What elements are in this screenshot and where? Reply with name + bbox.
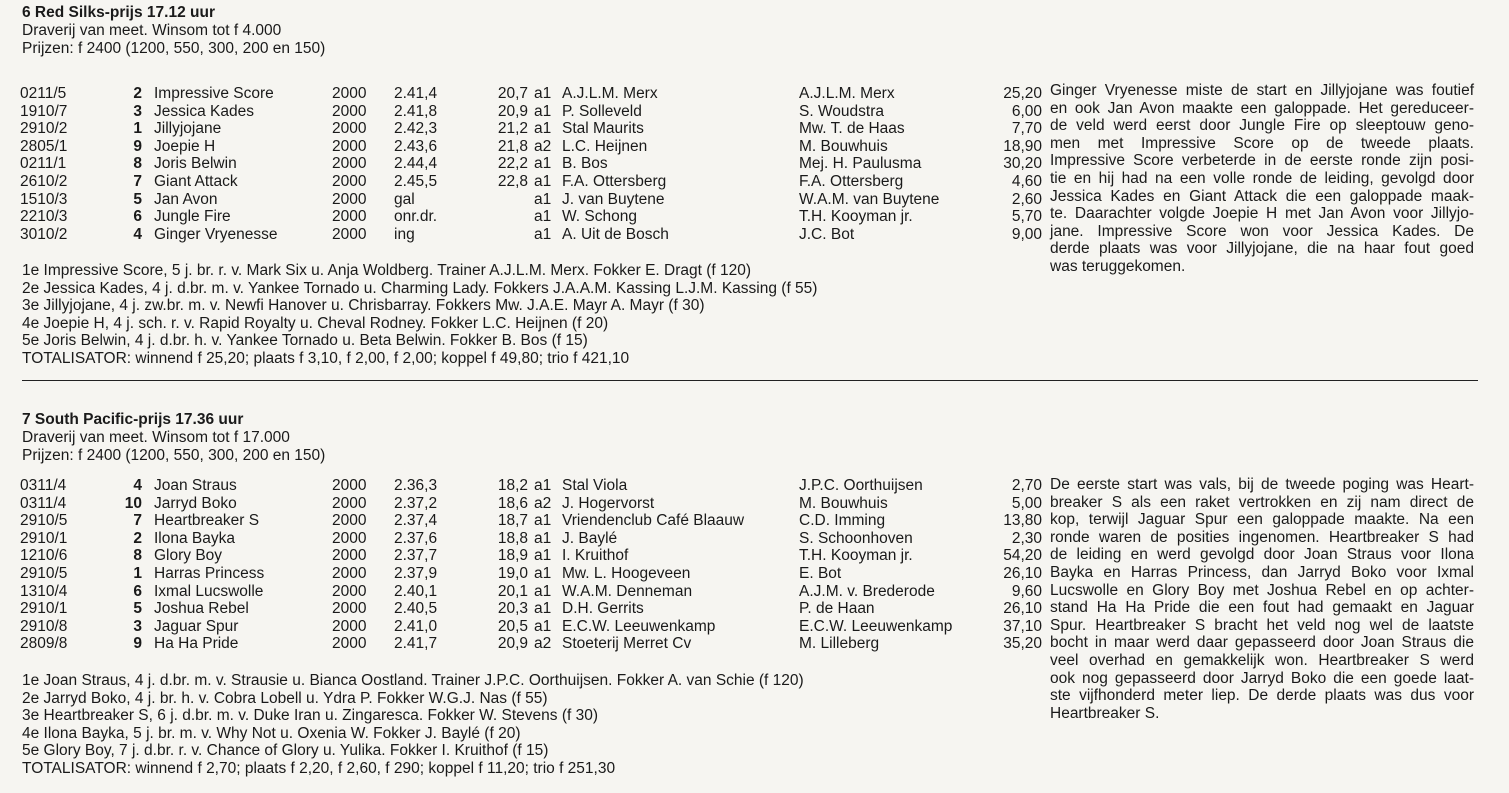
owner-cell: A.J.L.M. Merx [562, 85, 658, 102]
report-line: Lucswolle en Glory Boy met Joshua Rebel en op achter- [1050, 581, 1474, 599]
driver-cell: T.H. Kooyman jr. [799, 547, 913, 565]
time-cell: 2.36,3 [394, 477, 438, 494]
finisher-line: 2e Jarryd Boko, 4 j. br. h. v. Cobra Lobell u. Ydra P. Fokker W.G.J. Nas (f 55) [22, 689, 548, 707]
distance-cell: 2000 [332, 547, 367, 565]
last-result-cell: 0311/4 [20, 477, 67, 494]
horse-name-cell: Ginger Vryenesse [154, 225, 278, 243]
start-number-cell: 9 [133, 137, 142, 155]
report-line: en ook Jan Avon maakte een galoppade. Het gereduceer- [1050, 99, 1474, 117]
time-cell: 2.42,3 [394, 120, 438, 138]
odds-cell: 37,10 [1003, 617, 1042, 635]
driver-cell: S. Schoonhoven [799, 529, 913, 547]
driver-cell: C.D. Imming [799, 512, 886, 530]
km-time-cell: 20,9 [497, 635, 528, 653]
race-report [1050, 82, 1474, 276]
odds-cell: 18,90 [1003, 137, 1042, 155]
time-cell: ing [394, 225, 415, 243]
distance-cell: 2000 [332, 477, 367, 494]
start-number-cell: 4 [133, 477, 142, 494]
finisher-line: 4e Joepie H, 4 j. sch. r. v. Rapid Royalty u. Cheval Rodney. Fokker L.C. Heijnen (f 20) [22, 314, 609, 332]
report-line: was teruggekomen. [1050, 257, 1186, 275]
time-cell: 2.37,6 [394, 529, 438, 547]
table-row [20, 635, 1042, 653]
distance-cell: 2000 [332, 155, 367, 173]
owner-cell: I. Kruithof [562, 547, 629, 565]
driver-cell: A.J.L.M. Merx [799, 85, 895, 102]
last-result-cell: 1310/4 [20, 582, 68, 600]
horse-name-cell: Jaguar Spur [154, 617, 239, 635]
odds-cell: 2,30 [1011, 529, 1042, 547]
report-line: ronde waren de posities ingenomen. Heartbreaker S had [1050, 528, 1474, 546]
class-cell: a1 [534, 477, 552, 494]
start-number-cell: 2 [133, 529, 142, 547]
km-time-cell: 22,8 [497, 172, 528, 190]
km-time-cell [478, 208, 534, 226]
class-cell: a2 [534, 494, 552, 512]
km-time-cell: 18,9 [497, 547, 528, 565]
last-result-cell: 2910/1 [20, 600, 68, 618]
horse-name-cell: Jessica Kades [154, 102, 254, 120]
class-cell: a1 [534, 617, 552, 635]
table-row [20, 600, 1042, 618]
owner-cell: F.A. Ottersberg [562, 172, 667, 190]
km-time-cell: 22,2 [497, 155, 528, 173]
last-result-cell: 1910/7 [20, 102, 68, 120]
race-report [1050, 476, 1474, 722]
horse-name-cell: Joepie H [154, 137, 216, 155]
owner-cell: W.A.M. Denneman [562, 582, 693, 600]
driver-cell: A.J.M. v. Brederode [799, 582, 935, 600]
race-title: 7 South Pacific-prijs 17.36 uur [22, 411, 244, 428]
horse-name-cell: Giant Attack [154, 172, 238, 190]
report-line: veel overhad en gemakkelijk won. Heartbreaker S werd [1050, 651, 1474, 669]
table-row [20, 120, 1042, 138]
start-number-cell: 7 [133, 512, 142, 530]
odds-cell: 4,60 [1011, 172, 1042, 190]
report-line: Heartbreaker S. [1050, 704, 1160, 722]
odds-cell: 25,20 [1003, 85, 1042, 102]
driver-cell: M. Bouwhuis [799, 494, 888, 512]
odds-cell: 30,20 [1003, 155, 1042, 173]
owner-cell: P. Solleveld [562, 102, 642, 120]
km-time-cell: 21,8 [497, 137, 528, 155]
km-time-cell: 18,6 [497, 494, 528, 512]
distance-cell: 2000 [332, 529, 367, 547]
table-row [20, 138, 1042, 156]
last-result-cell: 3010/2 [20, 225, 68, 243]
start-number-cell: 3 [133, 102, 142, 120]
km-time-cell: 19,0 [497, 564, 528, 582]
distance-cell: 2000 [332, 208, 367, 226]
class-cell: a1 [534, 102, 552, 120]
last-result-cell: 2805/1 [20, 137, 68, 155]
distance-cell: 2000 [332, 512, 367, 530]
class-cell: a1 [534, 582, 552, 600]
report-line: stand Ha Ha Pride die een fout had gemaakt en Jaguar [1050, 599, 1474, 617]
time-cell: 2.40,1 [394, 582, 438, 600]
owner-cell: Stal Maurits [562, 120, 644, 138]
distance-cell: 2000 [332, 120, 367, 138]
table-row [20, 547, 1042, 565]
table-row [20, 530, 1042, 548]
last-result-cell: 2910/8 [20, 617, 68, 635]
table-row [20, 85, 1042, 103]
owner-cell: W. Schong [562, 208, 637, 226]
finisher-line: 2e Jessica Kades, 4 j. d.br. m. v. Yankee Tornado u. Charming Lady. Fokkers J.A.A.M. Kassing L.J.M. Kassing (f 55) [22, 279, 818, 297]
start-number-cell: 7 [133, 172, 142, 190]
last-result-cell: 2910/2 [20, 120, 68, 138]
results-table [20, 85, 1042, 243]
driver-cell: M. Lilleberg [799, 635, 880, 653]
driver-cell: E. Bot [799, 564, 842, 582]
finisher-line: 3e Heartbreaker S, 6 j. d.br. m. v. Duke Iran u. Zingaresca. Fokker W. Stevens (f 30) [22, 707, 599, 725]
class-cell: a1 [534, 172, 552, 190]
odds-cell: 7,70 [1011, 120, 1042, 138]
km-time-cell: 20,1 [497, 582, 528, 600]
owner-cell: L.C. Heijnen [562, 137, 648, 155]
start-number-cell: 9 [133, 635, 142, 653]
horse-name-cell: Jillyjojane [154, 120, 222, 138]
driver-cell: E.C.W. Leeuwenkamp [799, 617, 953, 635]
last-result-cell: 0211/5 [20, 85, 67, 102]
km-time-cell: 20,7 [497, 85, 528, 102]
km-time-cell: 20,3 [497, 600, 528, 618]
horse-name-cell: Ixmal Lucswolle [154, 582, 264, 600]
table-row [20, 583, 1042, 601]
table-row [20, 226, 1042, 244]
class-cell: a1 [534, 85, 552, 102]
owner-cell: Stoeterij Merret Cv [562, 635, 692, 653]
class-cell: a1 [534, 547, 552, 565]
time-cell: 2.44,4 [394, 155, 438, 173]
start-number-cell: 1 [133, 120, 142, 138]
finisher-line: 4e Ilona Bayka, 5 j. br. m. v. Why Not u. Oxenia W. Fokker J. Baylé (f 20) [22, 724, 521, 742]
driver-cell: P. de Haan [799, 600, 875, 618]
owner-cell: Mw. L. Hoogeveen [562, 564, 691, 582]
start-number-cell: 1 [133, 564, 142, 582]
last-result-cell: 2809/8 [20, 635, 68, 653]
odds-cell: 5,70 [1011, 208, 1042, 226]
report-line: te. Daarachter volgde Joepie H met Jan Avon voor Jillyjo- [1050, 205, 1474, 223]
last-result-cell: 2910/1 [20, 529, 68, 547]
report-line: Bayka en Harras Princess, dan Jarryd Boko voor Ixmal [1050, 563, 1474, 581]
section-divider [22, 380, 1478, 381]
class-cell: a2 [534, 635, 552, 653]
report-line: derde plaats was voor Jillyjojane, die na haar fout goed [1050, 240, 1474, 258]
distance-cell: 2000 [332, 225, 367, 243]
horse-name-cell: Joan Straus [154, 477, 237, 494]
time-cell: 2.43,6 [394, 137, 438, 155]
owner-cell: J. Baylé [562, 529, 618, 547]
start-number-cell: 5 [133, 190, 142, 208]
distance-cell: 2000 [332, 635, 367, 653]
horse-name-cell: Jungle Fire [154, 208, 231, 226]
start-number-cell: 2 [133, 85, 142, 102]
class-cell: a1 [534, 208, 552, 226]
class-cell: a1 [534, 190, 552, 208]
owner-cell: E.C.W. Leeuwenkamp [562, 617, 716, 635]
distance-cell: 2000 [332, 137, 367, 155]
owner-cell: Vriendenclub Café Blaauw [562, 512, 745, 530]
km-time-cell [478, 191, 534, 209]
last-result-cell: 0211/1 [20, 155, 67, 173]
class-cell: a1 [534, 120, 552, 138]
table-row [20, 173, 1042, 191]
horse-name-cell: Jan Avon [154, 190, 218, 208]
finisher-line: 5e Joris Belwin, 4 j. d.br. h. v. Yankee Tornado u. Beta Belwin. Fokker B. Bos (f 15) [22, 332, 588, 350]
km-time-cell: 18,2 [497, 477, 528, 494]
odds-cell: 5,00 [1011, 494, 1042, 512]
report-line: Impressive Score verbeterde in de eerste ronde zijn posi- [1050, 152, 1474, 170]
driver-cell: J.P.C. Oorthuijsen [799, 477, 923, 494]
last-result-cell: 2910/5 [20, 512, 68, 530]
odds-cell: 6,00 [1011, 102, 1042, 120]
time-cell: 2.37,7 [394, 547, 438, 565]
table-row [20, 477, 1042, 495]
class-cell: a2 [534, 137, 552, 155]
odds-cell: 9,60 [1011, 582, 1042, 600]
owner-cell: J. Hogervorst [562, 494, 655, 512]
totalisator-line: TOTALISATOR: winnend f 25,20; plaats f 3,10, f 2,00, f 2,00; koppel f 49,80; trio f 421,10 [22, 349, 630, 367]
report-line: Jessica Kades en Giant Attack die een galoppade maak- [1050, 187, 1474, 205]
report-line: kop, terwijl Jaguar Spur een galoppade maakte. Na een [1050, 511, 1474, 529]
report-line: breaker S als een raket vertrokken en zij nam direct de [1050, 493, 1474, 511]
time-cell: 2.41,4 [394, 85, 438, 102]
time-cell: 2.41,7 [394, 635, 438, 653]
time-cell: 2.41,0 [394, 617, 438, 635]
start-number-cell: 3 [133, 617, 142, 635]
owner-cell: Stal Viola [562, 477, 628, 494]
distance-cell: 2000 [332, 582, 367, 600]
last-result-cell: 2210/3 [20, 208, 68, 226]
race-conditions: Draverij van meet. Winsom tot f 4.000 [22, 22, 282, 39]
odds-cell: 2,70 [1011, 477, 1042, 494]
class-cell: a1 [534, 529, 552, 547]
class-cell: a1 [534, 512, 552, 530]
time-cell: 2.40,5 [394, 600, 438, 618]
report-line: bocht in maar werd daar gepasseerd door Joan Straus die [1050, 634, 1474, 652]
table-row [20, 208, 1042, 226]
km-time-cell: 20,9 [497, 102, 528, 120]
last-result-cell: 2610/2 [20, 172, 68, 190]
time-cell: 2.37,2 [394, 494, 438, 512]
horse-name-cell: Joshua Rebel [154, 600, 249, 618]
report-line: De eerste start was vals, bij de tweede poging was Heart- [1050, 476, 1474, 493]
owner-cell: D.H. Gerrits [562, 600, 644, 618]
report-line: Spur. Heartbreaker S bracht het veld nog wel de laatste [1050, 616, 1474, 634]
driver-cell: S. Woudstra [799, 102, 885, 120]
distance-cell: 2000 [332, 564, 367, 582]
time-cell: 2.41,8 [394, 102, 438, 120]
start-number-cell: 10 [124, 494, 142, 512]
report-line: ste vijfhonderd meter liep. De derde plaats was dus voor [1050, 687, 1474, 705]
km-time-cell: 20,5 [497, 617, 528, 635]
results-table [20, 477, 1042, 653]
distance-cell: 2000 [332, 600, 367, 618]
race-conditions: Draverij van meet. Winsom tot f 17.000 [22, 429, 290, 446]
start-number-cell: 4 [133, 225, 142, 243]
report-line: jane. Impressive Score won voor Jessica Kades. De [1050, 222, 1474, 240]
distance-cell: 2000 [332, 85, 367, 102]
odds-cell: 54,20 [1003, 547, 1042, 565]
table-row [20, 495, 1042, 513]
start-number-cell: 8 [133, 547, 142, 565]
horse-name-cell: Jarryd Boko [154, 494, 237, 512]
last-result-cell: 1210/6 [20, 547, 68, 565]
class-cell: a1 [534, 155, 552, 173]
driver-cell: W.A.M. van Buytene [799, 190, 940, 208]
driver-cell: F.A. Ottersberg [799, 172, 904, 190]
time-cell: gal [394, 190, 415, 208]
owner-cell: J. van Buytene [562, 190, 665, 208]
time-cell: 2.37,9 [394, 564, 438, 582]
distance-cell: 2000 [332, 617, 367, 635]
finisher-line: 5e Glory Boy, 7 j. d.br. r. v. Chance of Glory u. Yulika. Fokker I. Kruithof (f 15) [22, 742, 549, 760]
table-row [20, 155, 1042, 173]
horse-name-cell: Ilona Bayka [154, 529, 235, 547]
odds-cell: 26,10 [1003, 564, 1042, 582]
class-cell: a1 [534, 564, 552, 582]
driver-cell: M. Bouwhuis [799, 137, 888, 155]
race-title: 6 Red Silks-prijs 17.12 uur [22, 4, 215, 21]
odds-cell: 35,20 [1003, 635, 1042, 653]
table-row [20, 618, 1042, 636]
horse-name-cell: Ha Ha Pride [154, 635, 239, 653]
totalisator-line: TOTALISATOR: winnend f 2,70; plaats f 2,20, f 2,60, f 290; koppel f 11,20; trio f 251,30 [22, 759, 616, 777]
finisher-line: 1e Impressive Score, 5 j. br. r. v. Mark Six u. Anja Woldberg. Trainer A.J.L.M. Merx. Fokker E. Dragt (f 120) [22, 262, 752, 279]
driver-cell: Mw. T. de Haas [799, 120, 905, 138]
time-cell: onr.dr. [394, 208, 438, 226]
driver-cell: J.C. Bot [799, 225, 855, 243]
start-number-cell: 6 [133, 208, 142, 226]
table-row [20, 565, 1042, 583]
horse-name-cell: Heartbreaker S [154, 512, 260, 530]
report-line: men met Impressive Score op de tweede plaats. [1050, 134, 1474, 152]
distance-cell: 2000 [332, 494, 367, 512]
horse-name-cell: Harras Princess [154, 564, 265, 582]
owner-cell: A. Uit de Bosch [562, 225, 669, 243]
report-line: de veld werd eerst door Jungle Fire op sleeptouw geno- [1050, 117, 1474, 135]
distance-cell: 2000 [332, 102, 367, 120]
distance-cell: 2000 [332, 172, 367, 190]
horse-name-cell: Joris Belwin [154, 155, 237, 173]
class-cell: a1 [534, 600, 552, 618]
km-time-cell: 21,2 [497, 120, 528, 138]
start-number-cell: 5 [133, 600, 142, 618]
race-prizes: Prijzen: f 2400 (1200, 550, 300, 200 en 150) [22, 40, 326, 57]
driver-cell: T.H. Kooyman jr. [799, 208, 913, 226]
start-number-cell: 6 [133, 582, 142, 600]
km-time-cell: 18,8 [497, 529, 528, 547]
report-line: ook nog gepasseerd door Jarryd Boko die een goede laat- [1050, 669, 1474, 687]
start-number-cell: 8 [133, 155, 142, 173]
last-result-cell: 2910/5 [20, 564, 68, 582]
km-time-cell: 18,7 [497, 512, 528, 530]
km-time-cell [478, 226, 534, 244]
table-row [20, 512, 1042, 530]
finishers-details [22, 262, 817, 368]
report-line: tie en hij had na een volle ronde de leiding, gevolgd door [1050, 169, 1474, 187]
odds-cell: 9,00 [1011, 225, 1042, 243]
finishers-details [22, 672, 804, 778]
report-line: Ginger Vryenesse miste de start en Jillyjojane was foutief [1050, 82, 1474, 99]
driver-cell: Mej. H. Paulusma [799, 155, 922, 173]
odds-cell: 13,80 [1003, 512, 1042, 530]
odds-cell: 2,60 [1011, 190, 1042, 208]
odds-cell: 26,10 [1003, 600, 1042, 618]
race-prizes: Prijzen: f 2400 (1200, 550, 300, 200 en 150) [22, 447, 326, 464]
finisher-line: 1e Joan Straus, 4 j. d.br. m. v. Strausie u. Bianca Oostland. Trainer J.P.C. Oorthuijsen. Fokker A. van Schie (f 120) [22, 672, 804, 689]
time-cell: 2.45,5 [394, 172, 438, 190]
owner-cell: B. Bos [562, 155, 608, 173]
table-row [20, 103, 1042, 121]
report-line: de leiding en werd gevolgd door Joan Straus voor Ilona [1050, 546, 1474, 564]
horse-name-cell: Glory Boy [154, 547, 223, 565]
finisher-line: 3e Jillyjojane, 4 j. zw.br. m. v. Newfi Hanover u. Chrisbarray. Fokkers Mw. J.A.E. Mayr A. Mayr (f 30) [22, 297, 705, 315]
time-cell: 2.37,4 [394, 512, 438, 530]
class-cell: a1 [534, 225, 552, 243]
distance-cell: 2000 [332, 190, 367, 208]
table-row [20, 191, 1042, 209]
last-result-cell: 0311/4 [20, 494, 67, 512]
last-result-cell: 1510/3 [20, 190, 68, 208]
horse-name-cell: Impressive Score [154, 85, 274, 102]
